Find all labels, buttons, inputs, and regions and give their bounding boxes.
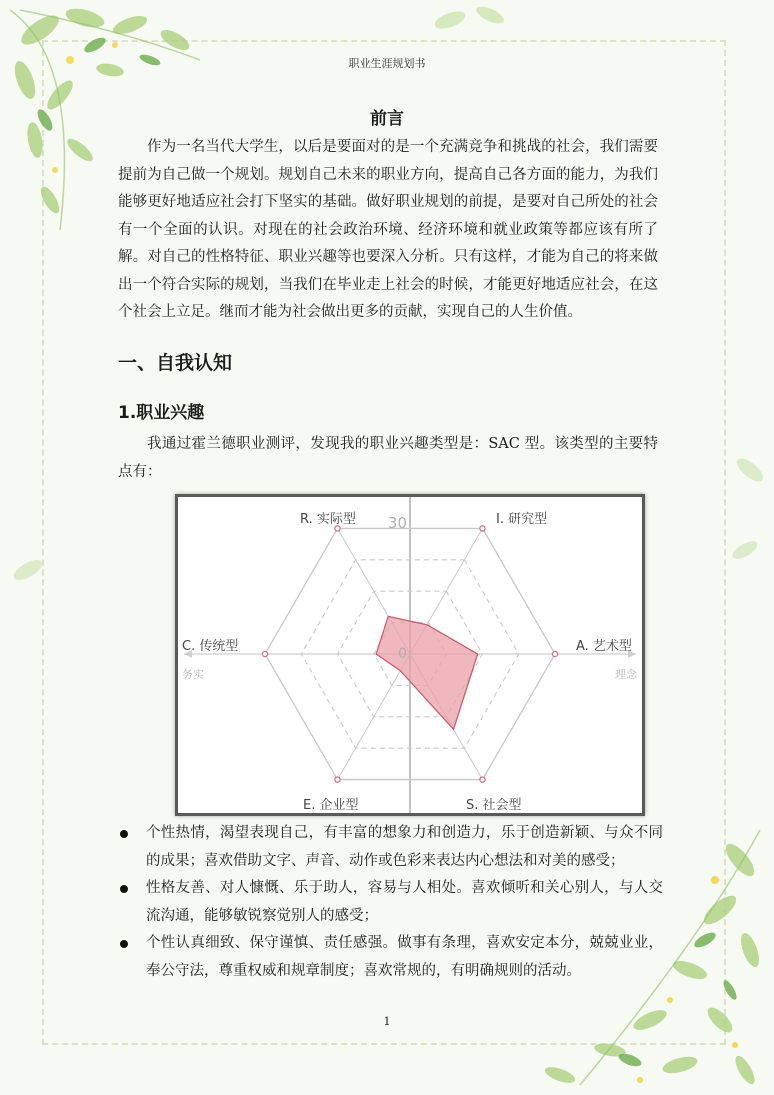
- axis-label: R. 实际型: [300, 512, 356, 527]
- list-item: [118, 875, 663, 930]
- preface-title: 前言: [370, 109, 404, 129]
- radar-chart-svg: [178, 497, 642, 813]
- holland-radar-chart: [175, 494, 645, 816]
- leaf-decoration-top-right: [420, 0, 540, 60]
- radar-shape: [376, 616, 477, 729]
- max-scale-label: 30: [387, 514, 407, 532]
- section-title-self-awareness: 一、自我认知: [118, 352, 233, 374]
- right-axis-label: 理念: [615, 668, 637, 681]
- trait-bullet-list: [118, 820, 663, 985]
- list-item: [118, 820, 663, 875]
- preface-paragraph: 作为一名当代大学生，以后是要面对的是一个充满竞争和挑战的社会，我们需要提前为自己做一个规划。规划自己未来的职业方向，提高自己各方面的能力，为我们能够更好地适应社会打下坚实的基础。做好职业规划的前提，是要对自己所处的社会有一个全面的认识。对现在的社会政治环境、经济环境和就业政策等都应该有所了解。对自己的性格特征、职业兴趣等也要深入分析。只有这样，才能为自己的将来做出一个符合实际的规划，当我们在毕业走上社会的时候，才能更好地适应社会，在这个社会上立足。继而才能为社会做出更多的贡献，实现自己的人生价值。: [118, 139, 658, 320]
- left-axis-label: 务实: [182, 668, 204, 681]
- running-header: 职业生涯规划书: [348, 57, 426, 70]
- axis-label: I. 研究型: [496, 512, 548, 527]
- bullet-text: 性格友善、对人慷慨、乐于助人，容易与人相处。喜欢倾听和关心别人，与人交流沟通，能够敏锐察觉别人的感受；: [146, 880, 663, 924]
- axis-vertex-marker: [552, 651, 557, 656]
- axis-label: C. 传统型: [182, 639, 239, 654]
- axis-label: A. 艺术型: [576, 639, 632, 654]
- bullet-dot-icon: [120, 940, 128, 948]
- min-scale-label: 0: [398, 646, 407, 662]
- axis-vertex-marker: [335, 777, 340, 782]
- leaf-decoration-right: [720, 440, 774, 590]
- career-interest-paragraph: 我通过霍兰德职业测评，发现我的职业兴趣类型是：SAC 型。该类型的主要特点有：: [118, 436, 658, 480]
- axis-vertex-marker: [480, 526, 485, 531]
- leaf-decoration-left: [0, 540, 60, 600]
- axis-vertex-marker: [480, 777, 485, 782]
- data-polygon: [376, 616, 477, 729]
- axis-label: E. 企业型: [303, 798, 359, 813]
- bullet-text: 个性认真细致、保守谨慎、责任感强。做事有条理，喜欢安定本分，兢兢业业，奉公守法，尊重权威和规章制度；喜欢常规的，有明确规则的活动。: [146, 935, 663, 979]
- bullet-dot-icon: [120, 885, 128, 893]
- bullet-dot-icon: [120, 830, 128, 838]
- subsection-title-career-interest: 1.职业兴趣: [118, 403, 205, 423]
- axis-label: S. 社会型: [466, 798, 522, 813]
- page-number: 1: [383, 1015, 391, 1028]
- axis-vertex-marker: [262, 651, 267, 656]
- list-item: [118, 930, 663, 985]
- bullet-text: 个性热情，渴望表现自己，有丰富的想象力和创造力，乐于创造新颖、与众不同的成果；喜欢借助文字、声音、动作或色彩来表达内心想法和对美的感受；: [146, 825, 663, 869]
